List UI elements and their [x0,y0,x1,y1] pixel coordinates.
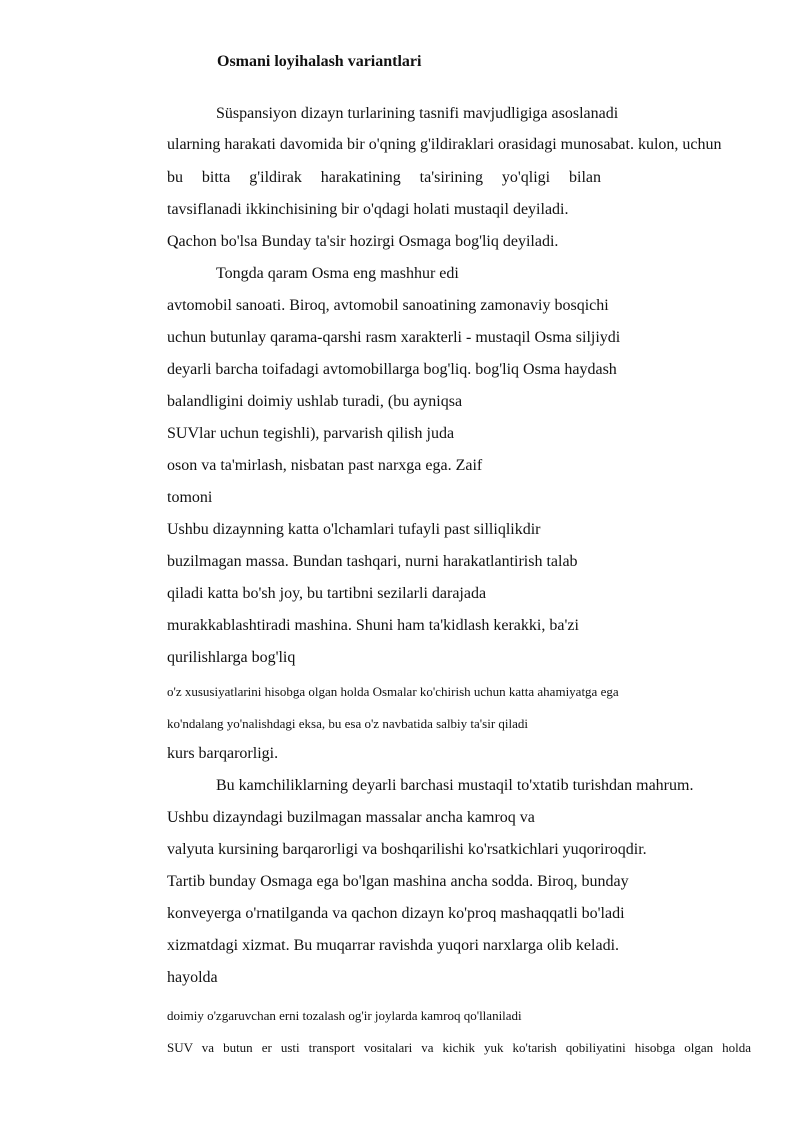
paragraph-line: tavsiflanadi ikkinchisining bir o'qdagi holati mustaqil deyiladi. [167,201,569,218]
paragraph-line: valyuta kursining barqarorligi va boshqarilishi ko'rsatkichlari yuqoriroqdir. [167,841,647,858]
paragraph-line: Ushbu dizayndagi buzilmagan massalar ancha kamroq va [167,809,535,826]
paragraph-line: SUV va butun er usti transport vositalari va kichik yuk ko'tarish qobiliyatini hisobga olgan holda [167,1040,751,1055]
paragraph-line: hayolda [167,969,218,986]
paragraph-line: qiladi katta bo'sh joy, bu tartibni sezilarli darajada [167,585,487,602]
paragraph-line: Tongda qaram Osma eng mashhur edi [216,265,459,282]
paragraph-line: balandligini doimiy ushlab turadi, (bu ayniqsa [167,393,463,410]
paragraph-line: ularning harakati davomida bir o'qning g'ildiraklari orasidagi munosabat. kulon, uchun [167,136,722,153]
paragraph-line: kurs barqarorligi. [167,745,279,762]
paragraph-line: konveyerga o'rnatilganda va qachon dizayn ko'proq mashaqqatli bo'ladi [167,905,625,922]
paragraph-line: Tartib bunday Osmaga ega bo'lgan mashina ancha sodda. Biroq, bunday [167,873,629,890]
page-title: Osmani loyihalash variantlari [217,53,422,70]
paragraph-line: uchun butunlay qarama-qarshi rasm xarakterli - mustaqil Osma siljiydi [167,329,621,346]
paragraph-line: buzilmagan massa. Bundan tashqari, nurni harakatlantirish talab [167,553,578,570]
paragraph-line: Ushbu dizaynning katta o'lchamlari tufayli past silliqlikdir [167,521,541,538]
paragraph-line: Bu kamchiliklarning deyarli barchasi mustaqil to'xtatib turishdan mahrum. [216,777,694,794]
paragraph-line: doimiy o'zgaruvchan erni tozalash og'ir joylarda kamroq qo'llaniladi [167,1008,522,1023]
paragraph-line: Süspansiyon dizayn turlarining tasnifi mavjudligiga asoslanadi [216,105,619,122]
paragraph-line: SUVlar uchun tegishli), parvarish qilish juda [167,425,455,442]
paragraph-line: murakkablashtiradi mashina. Shuni ham ta'kidlash kerakki, ba'zi [167,617,579,634]
paragraph-line: o'z xususiyatlarini hisobga olgan holda Osmalar ko'chirish uchun katta ahamiyatga ega [167,684,619,699]
paragraph-line: ko'ndalang yo'nalishdagi eksa, bu esa o'z navbatida salbiy ta'sir qiladi [167,716,528,731]
paragraph-line: qurilishlarga bog'liq [167,649,296,666]
paragraph-line: oson va ta'mirlash, nisbatan past narxga ega. Zaif [167,457,483,474]
paragraph-line: deyarli barcha toifadagi avtomobillarga bog'liq. bog'liq Osma haydash [167,361,617,378]
paragraph-line: bu bitta g'ildirak harakatining ta'sirining yo'qligi bilan [167,169,601,186]
paragraph-line: xizmatdagi xizmat. Bu muqarrar ravishda yuqori narxlarga olib keladi. [167,937,620,954]
paragraph-line: tomoni [167,489,213,506]
paragraph-line: avtomobil sanoati. Biroq, avtomobil sanoatining zamonaviy bosqichi [167,297,609,314]
paragraph-line: Qachon bo'lsa Bunday ta'sir hozirgi Osmaga bog'liq deyiladi. [167,233,559,250]
